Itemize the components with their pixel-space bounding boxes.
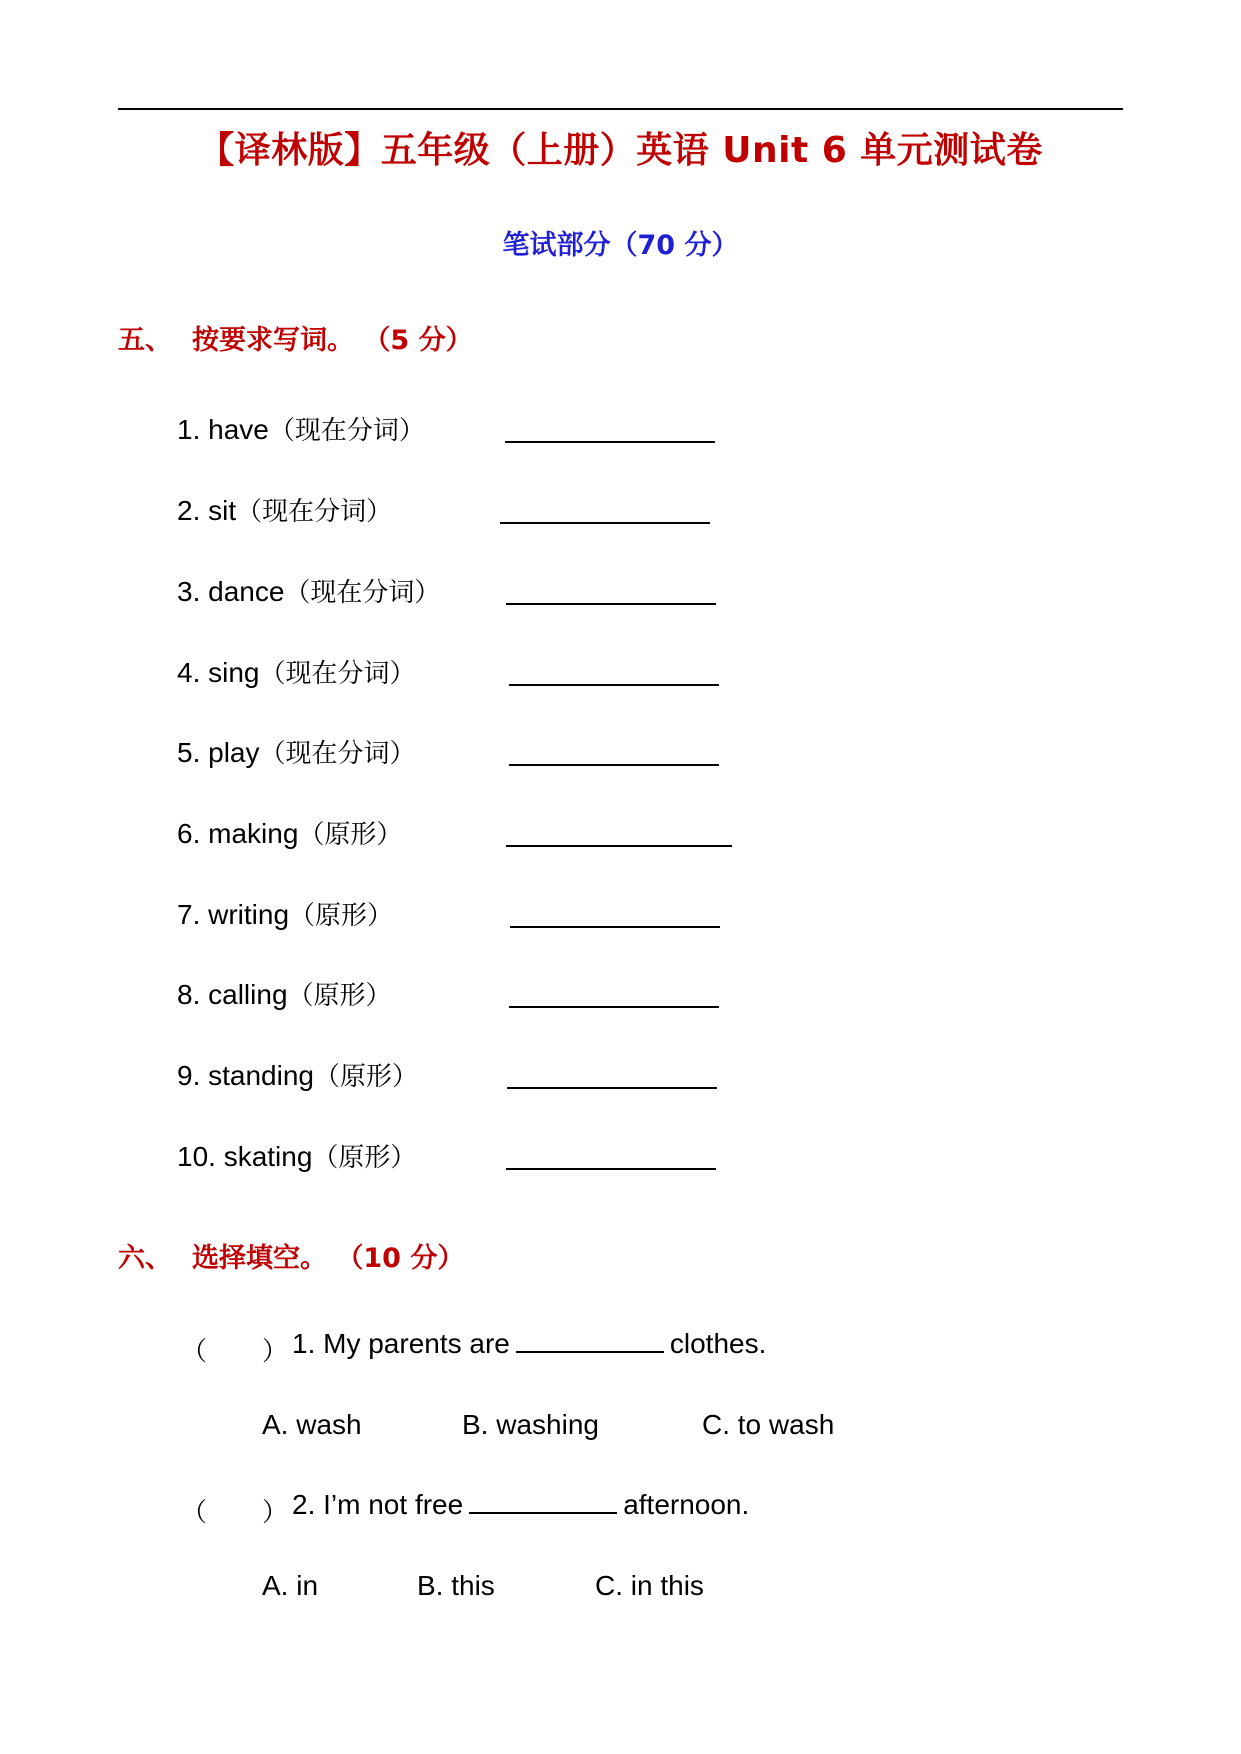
section-title: 按要求写词。 （5 分） bbox=[192, 325, 473, 356]
answer-paren-close: ） bbox=[262, 1337, 289, 1367]
list-item: 2. sit（现在分词） bbox=[177, 495, 393, 527]
section-six-heading bbox=[118, 1236, 464, 1275]
page-title: 【译林版】五年级（上册）英语 Unit 6 单元测试卷 bbox=[198, 130, 1043, 171]
list-item: 8. calling（原形） bbox=[177, 979, 392, 1011]
option-a: A. wash bbox=[262, 1409, 362, 1440]
option-c: C. to wash bbox=[702, 1409, 835, 1440]
answer-blank[interactable] bbox=[509, 764, 719, 766]
list-item: 1. have（现在分词） bbox=[177, 414, 425, 446]
answer-paren-open: （ bbox=[181, 1498, 208, 1528]
answer-paren-open: （ bbox=[181, 1337, 208, 1367]
answer-blank[interactable] bbox=[506, 1168, 716, 1170]
answer-paren-close: ） bbox=[262, 1498, 289, 1528]
section-five-heading bbox=[118, 318, 473, 357]
list-item: 9. standing（原形） bbox=[177, 1060, 419, 1092]
answer-blank[interactable] bbox=[510, 926, 720, 928]
list-item: 4. sing（现在分词） bbox=[177, 657, 416, 689]
answer-blank[interactable] bbox=[505, 441, 715, 443]
answer-blank[interactable] bbox=[509, 1006, 719, 1008]
option-b: B. washing bbox=[462, 1409, 599, 1440]
answer-blank[interactable] bbox=[516, 1329, 664, 1353]
option-c: C. in this bbox=[595, 1570, 704, 1601]
answer-blank[interactable] bbox=[509, 684, 719, 686]
page-subtitle: 笔试部分（70 分） bbox=[502, 230, 739, 261]
list-item: 5. play（现在分词） bbox=[177, 737, 416, 769]
answer-blank[interactable] bbox=[469, 1490, 617, 1514]
option-b: B. this bbox=[417, 1570, 495, 1601]
option-a: A. in bbox=[262, 1570, 319, 1601]
list-item: 3. dance（现在分词） bbox=[177, 576, 441, 608]
section-number: 六、 bbox=[118, 1243, 172, 1274]
top-rule bbox=[118, 108, 1123, 110]
answer-blank[interactable] bbox=[507, 1087, 717, 1089]
question-text: 1. My parents are clothes. bbox=[292, 1328, 767, 1359]
answer-blank[interactable] bbox=[506, 603, 716, 605]
section-number: 五、 bbox=[118, 325, 172, 356]
answer-blank[interactable] bbox=[500, 522, 710, 524]
section-title: 选择填空。 （10 分） bbox=[192, 1243, 465, 1274]
list-item: 7. writing（原形） bbox=[177, 899, 394, 931]
list-item: 10. skating（原形） bbox=[177, 1141, 417, 1173]
answer-blank[interactable] bbox=[506, 845, 732, 847]
list-item: 6. making（原形） bbox=[177, 818, 403, 850]
question-text: 2. I’m not free afternoon. bbox=[292, 1489, 750, 1520]
